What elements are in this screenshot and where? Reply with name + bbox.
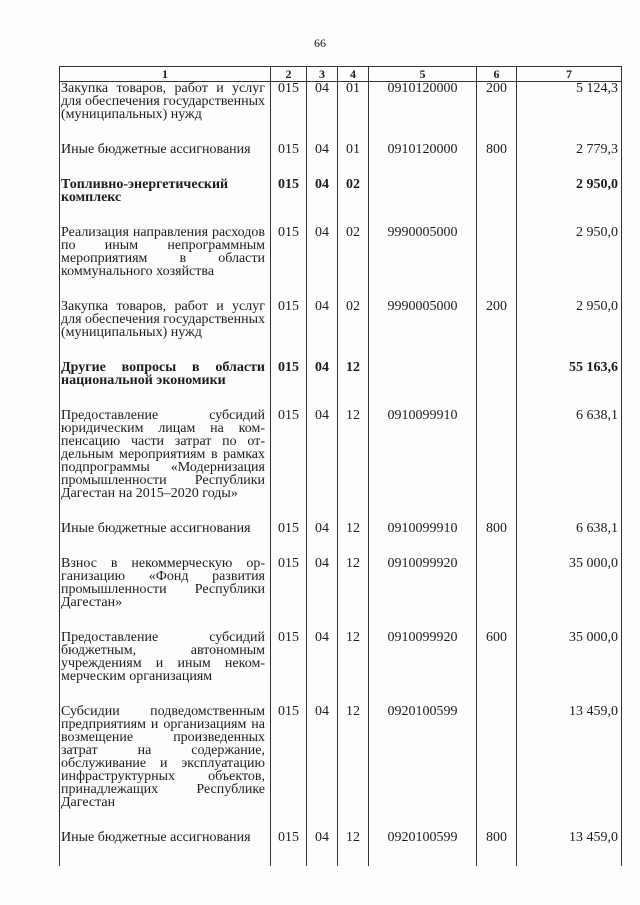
row-subsection-code: 01 [338,143,369,178]
row-amount: 2 950,0 [517,226,622,300]
row-expense-type: 800 [477,831,517,866]
row-target-article: 0910099920 [369,631,477,705]
row-amount: 6 638,1 [517,522,622,557]
row-section-code: 04 [307,143,338,178]
row-amount: 35 000,0 [517,557,622,631]
row-expense-type: 800 [477,143,517,178]
row-section-code: 04 [307,226,338,300]
table-row [60,831,622,866]
row-subsection-code: 12 [338,557,369,631]
row-ministry-code: 015 [271,82,307,144]
row-name: Топливно-энергетический комплекс [60,178,271,226]
row-amount: 55 163,6 [517,361,622,409]
row-subsection-code: 12 [338,631,369,705]
budget-table [59,66,622,866]
header-cell: 1 [60,67,271,82]
row-ministry-code: 015 [271,300,307,361]
row-expense-type: 200 [477,300,517,361]
row-ministry-code: 015 [271,831,307,866]
row-amount: 35 000,0 [517,631,622,705]
header-cell: 7 [517,67,622,82]
table-header [60,67,622,82]
row-name: Иные бюджетные ассигнования [60,522,271,557]
row-ministry-code: 015 [271,178,307,226]
row-section-code: 04 [307,557,338,631]
row-target-article: 0910099910 [369,409,477,522]
row-name: Предоставление субсидий юридическим лицам на компенсацию части затрат по отдельным мероприятиям в рамках подпрограммы «Модернизация промышленности Республики Дагестан на 2015–2020 годы» [60,409,271,522]
header-row [60,67,622,82]
row-name: Реализация направления расходов по иным непрограммным мероприятиям в области коммунального хозяйства [60,226,271,300]
table-row [60,409,622,522]
row-target-article: 0910120000 [369,143,477,178]
table-row [60,143,622,178]
row-section-code: 04 [307,705,338,831]
row-name: Взнос в некоммерческую организацию «Фонд развития промышленности Республики Дагестан» [60,557,271,631]
row-name: Иные бюджетные ассигнования [60,143,271,178]
row-section-code: 04 [307,522,338,557]
table-row [60,522,622,557]
table-row [60,82,622,144]
row-section-code: 04 [307,82,338,144]
row-expense-type: 200 [477,82,517,144]
row-amount: 6 638,1 [517,409,622,522]
row-expense-type: 600 [477,631,517,705]
row-subsection-code: 12 [338,705,369,831]
row-section-code: 04 [307,178,338,226]
row-subsection-code: 12 [338,409,369,522]
row-ministry-code: 015 [271,409,307,522]
table-row [60,300,622,361]
row-ministry-code: 015 [271,143,307,178]
row-section-code: 04 [307,409,338,522]
row-name: Субсидии подведомственным предприятиям и организациям на возмещение произведенных затрат на содержание, обслуживание и эксплуатацию инфраструктурных объектов, принадлежащих Республике Дагестан [60,705,271,831]
row-subsection-code: 12 [338,522,369,557]
row-subsection-code: 12 [338,361,369,409]
row-target-article: 0920100599 [369,705,477,831]
row-expense-type [477,178,517,226]
row-target-article [369,178,477,226]
row-amount: 5 124,3 [517,82,622,144]
row-target-article: 0910120000 [369,82,477,144]
table-row [60,705,622,831]
header-cell: 6 [477,67,517,82]
page-number: 66 [314,36,326,50]
row-subsection-code: 02 [338,300,369,361]
row-target-article: 0910099910 [369,522,477,557]
row-section-code: 04 [307,831,338,866]
row-amount: 2 779,3 [517,143,622,178]
row-subsection-code: 02 [338,226,369,300]
row-ministry-code: 015 [271,705,307,831]
row-section-code: 04 [307,361,338,409]
row-target-article: 9990005000 [369,300,477,361]
table-row [60,178,622,226]
row-amount: 13 459,0 [517,705,622,831]
row-name: Иные бюджетные ассигнования [60,831,271,866]
row-section-code: 04 [307,631,338,705]
row-name: Закупка товаров, работ и услуг для обеспечения государственных (муниципальных) нужд [60,82,271,144]
row-name: Другие вопросы в области национальной экономики [60,361,271,409]
row-name: Предоставление субсидий бюджетным, автономным учреждениям и иным некоммерческим организациям [60,631,271,705]
row-amount: 2 950,0 [517,178,622,226]
header-cell: 4 [338,67,369,82]
row-expense-type [477,705,517,831]
row-ministry-code: 015 [271,631,307,705]
row-expense-type [477,361,517,409]
row-subsection-code: 02 [338,178,369,226]
table-row [60,631,622,705]
row-expense-type [477,226,517,300]
row-target-article: 0910099920 [369,557,477,631]
row-target-article [369,361,477,409]
budget-table-container [59,66,621,866]
row-ministry-code: 015 [271,557,307,631]
row-amount: 2 950,0 [517,300,622,361]
row-ministry-code: 015 [271,522,307,557]
row-target-article: 9990005000 [369,226,477,300]
row-name: Закупка товаров, работ и услуг для обеспечения государственных (муниципальных) нужд [60,300,271,361]
row-expense-type [477,409,517,522]
row-section-code: 04 [307,300,338,361]
row-ministry-code: 015 [271,361,307,409]
table-body [60,82,622,867]
header-cell: 3 [307,67,338,82]
table-row [60,226,622,300]
row-subsection-code: 12 [338,831,369,866]
row-expense-type [477,557,517,631]
row-ministry-code: 015 [271,226,307,300]
row-amount: 13 459,0 [517,831,622,866]
row-subsection-code: 01 [338,82,369,144]
table-row [60,361,622,409]
header-cell: 2 [271,67,307,82]
header-cell: 5 [369,67,477,82]
row-expense-type: 800 [477,522,517,557]
row-target-article: 0920100599 [369,831,477,866]
table-row [60,557,622,631]
